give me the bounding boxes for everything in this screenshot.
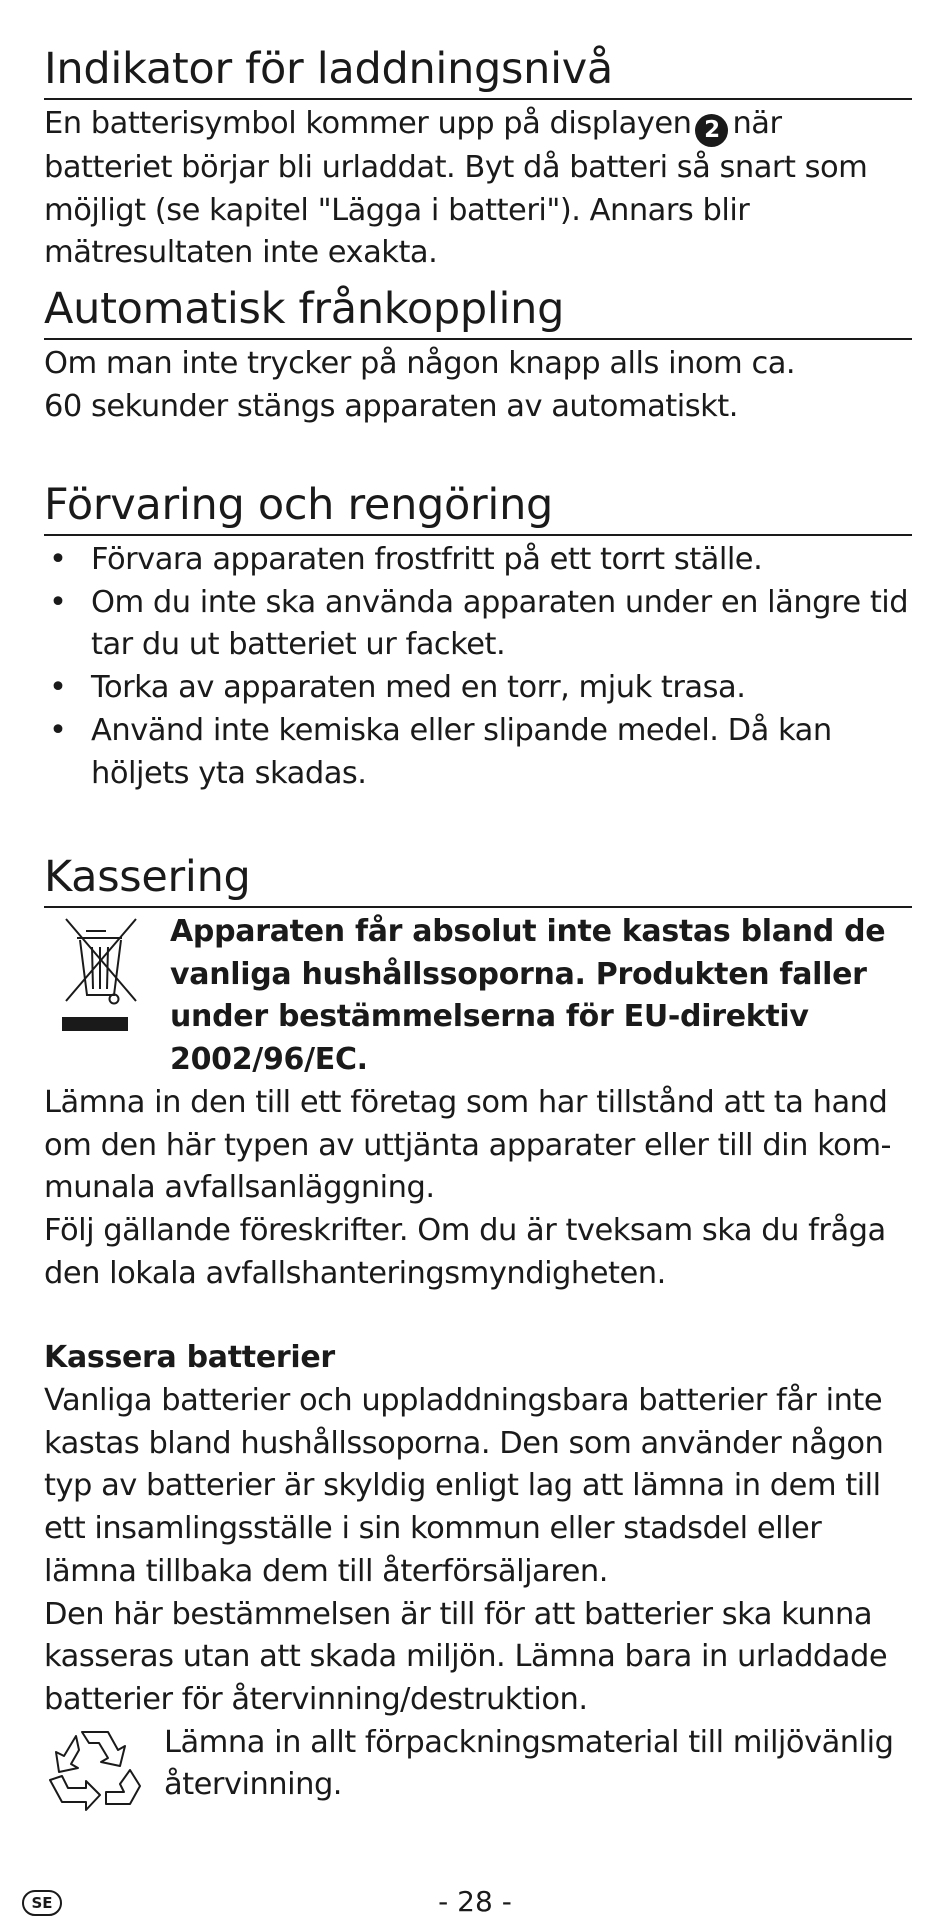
recycle-text: Lämna in allt förpackningsmaterial till miljövänlig återvinning. [164,1724,894,1803]
list-item-text: Använd inte kemiska eller slipande medel. Då kan höljets yta skadas. [91,712,832,791]
batteries-paragraph-2: Den här bestämmelsen är till för att batterier ska kunna kasseras utan att skada miljön. Lämna bara in urladdade batterier för återvinning/destruktion. [44,1596,888,1717]
display-number-badge: 2 [695,114,728,147]
recycling-arrows-icon [46,1724,146,1816]
page-footer [0,1884,950,1924]
storage-heading: Förvaring och rengöring [44,478,912,536]
bullet: • [49,670,67,706]
auto-off-heading: Automatisk frånkoppling [44,282,912,340]
bullet: • [49,712,67,748]
disposal-paragraph-2: Följ gällande föreskrifter. Om du är tveksam ska du fråga den lokala avfallshanteringsmyndigheten. [44,1212,886,1291]
auto-off-line-1: Om man inte trycker på någon knapp alls inom ca. [44,346,796,381]
batteries-subheading: Kassera batterier [44,1340,335,1376]
list-item [44,710,912,795]
crossed-out-wheelie-bin-icon [58,917,142,1045]
batteries-paragraph-1: Vanliga batterier och uppladdningsbara batterier får inte kastas bland hushållssoporna. Den som använder någon typ av batterier är skyldig enligt lag att lämna in dem till ett insamlingsställe i sin kommun eller stadsdel eller lämna tillbaka dem till återförsäljaren. [44,1383,884,1589]
weee-notice [44,911,912,1082]
auto-off-section [44,282,912,428]
weee-warning-text: Apparaten får absolut inte kastas bland de vanliga hushållssoporna. Produkten faller under bestämmelserna för EU-direktiv 2002/96/EC. [170,914,886,1078]
bullet: • [49,542,67,577]
battery-indicator-text [44,103,912,275]
recycle-notice [44,1722,912,1807]
list-item [44,667,912,710]
battery-indicator-section [44,42,912,275]
list-item-text: Förvara apparaten frostfritt på ett torrt ställe. [91,542,763,577]
storage-section [44,478,912,795]
disposal-section [44,850,912,1807]
disposal-paragraph-1: Lämna in den till ett företag som har tillstånd att ta hand om den här typen av uttjänta apparater eller till din kom-munala avfallsanläggning. [44,1084,892,1206]
storage-list [44,539,912,795]
battery-indicator-heading: Indikator för laddningsnivå [44,42,912,100]
auto-off-line-2: 60 sekunder stängs apparaten av automatiskt. [44,388,738,424]
battery-indicator-text-after: när batteriet börjar bli urladdat. Byt då batteri så snart som möjligt (se kapitel "Lägga i batteri"). Annars blir mätresultaten inte exakta. [44,106,868,271]
list-item [44,539,912,582]
list-item-text: Om du inte ska använda apparaten under en längre tid tar du ut batteriet ur facket. [91,584,909,663]
disposal-heading: Kassering [44,850,912,908]
country-badge: SE [22,1890,62,1916]
battery-indicator-text-before: En batterisymbol kommer upp på displayen [44,106,692,141]
bullet: • [49,584,67,620]
list-item-text: Torka av apparaten med en torr, mjuk trasa. [91,670,746,706]
list-item [44,582,912,667]
page-number: - 28 - [438,1885,512,1918]
